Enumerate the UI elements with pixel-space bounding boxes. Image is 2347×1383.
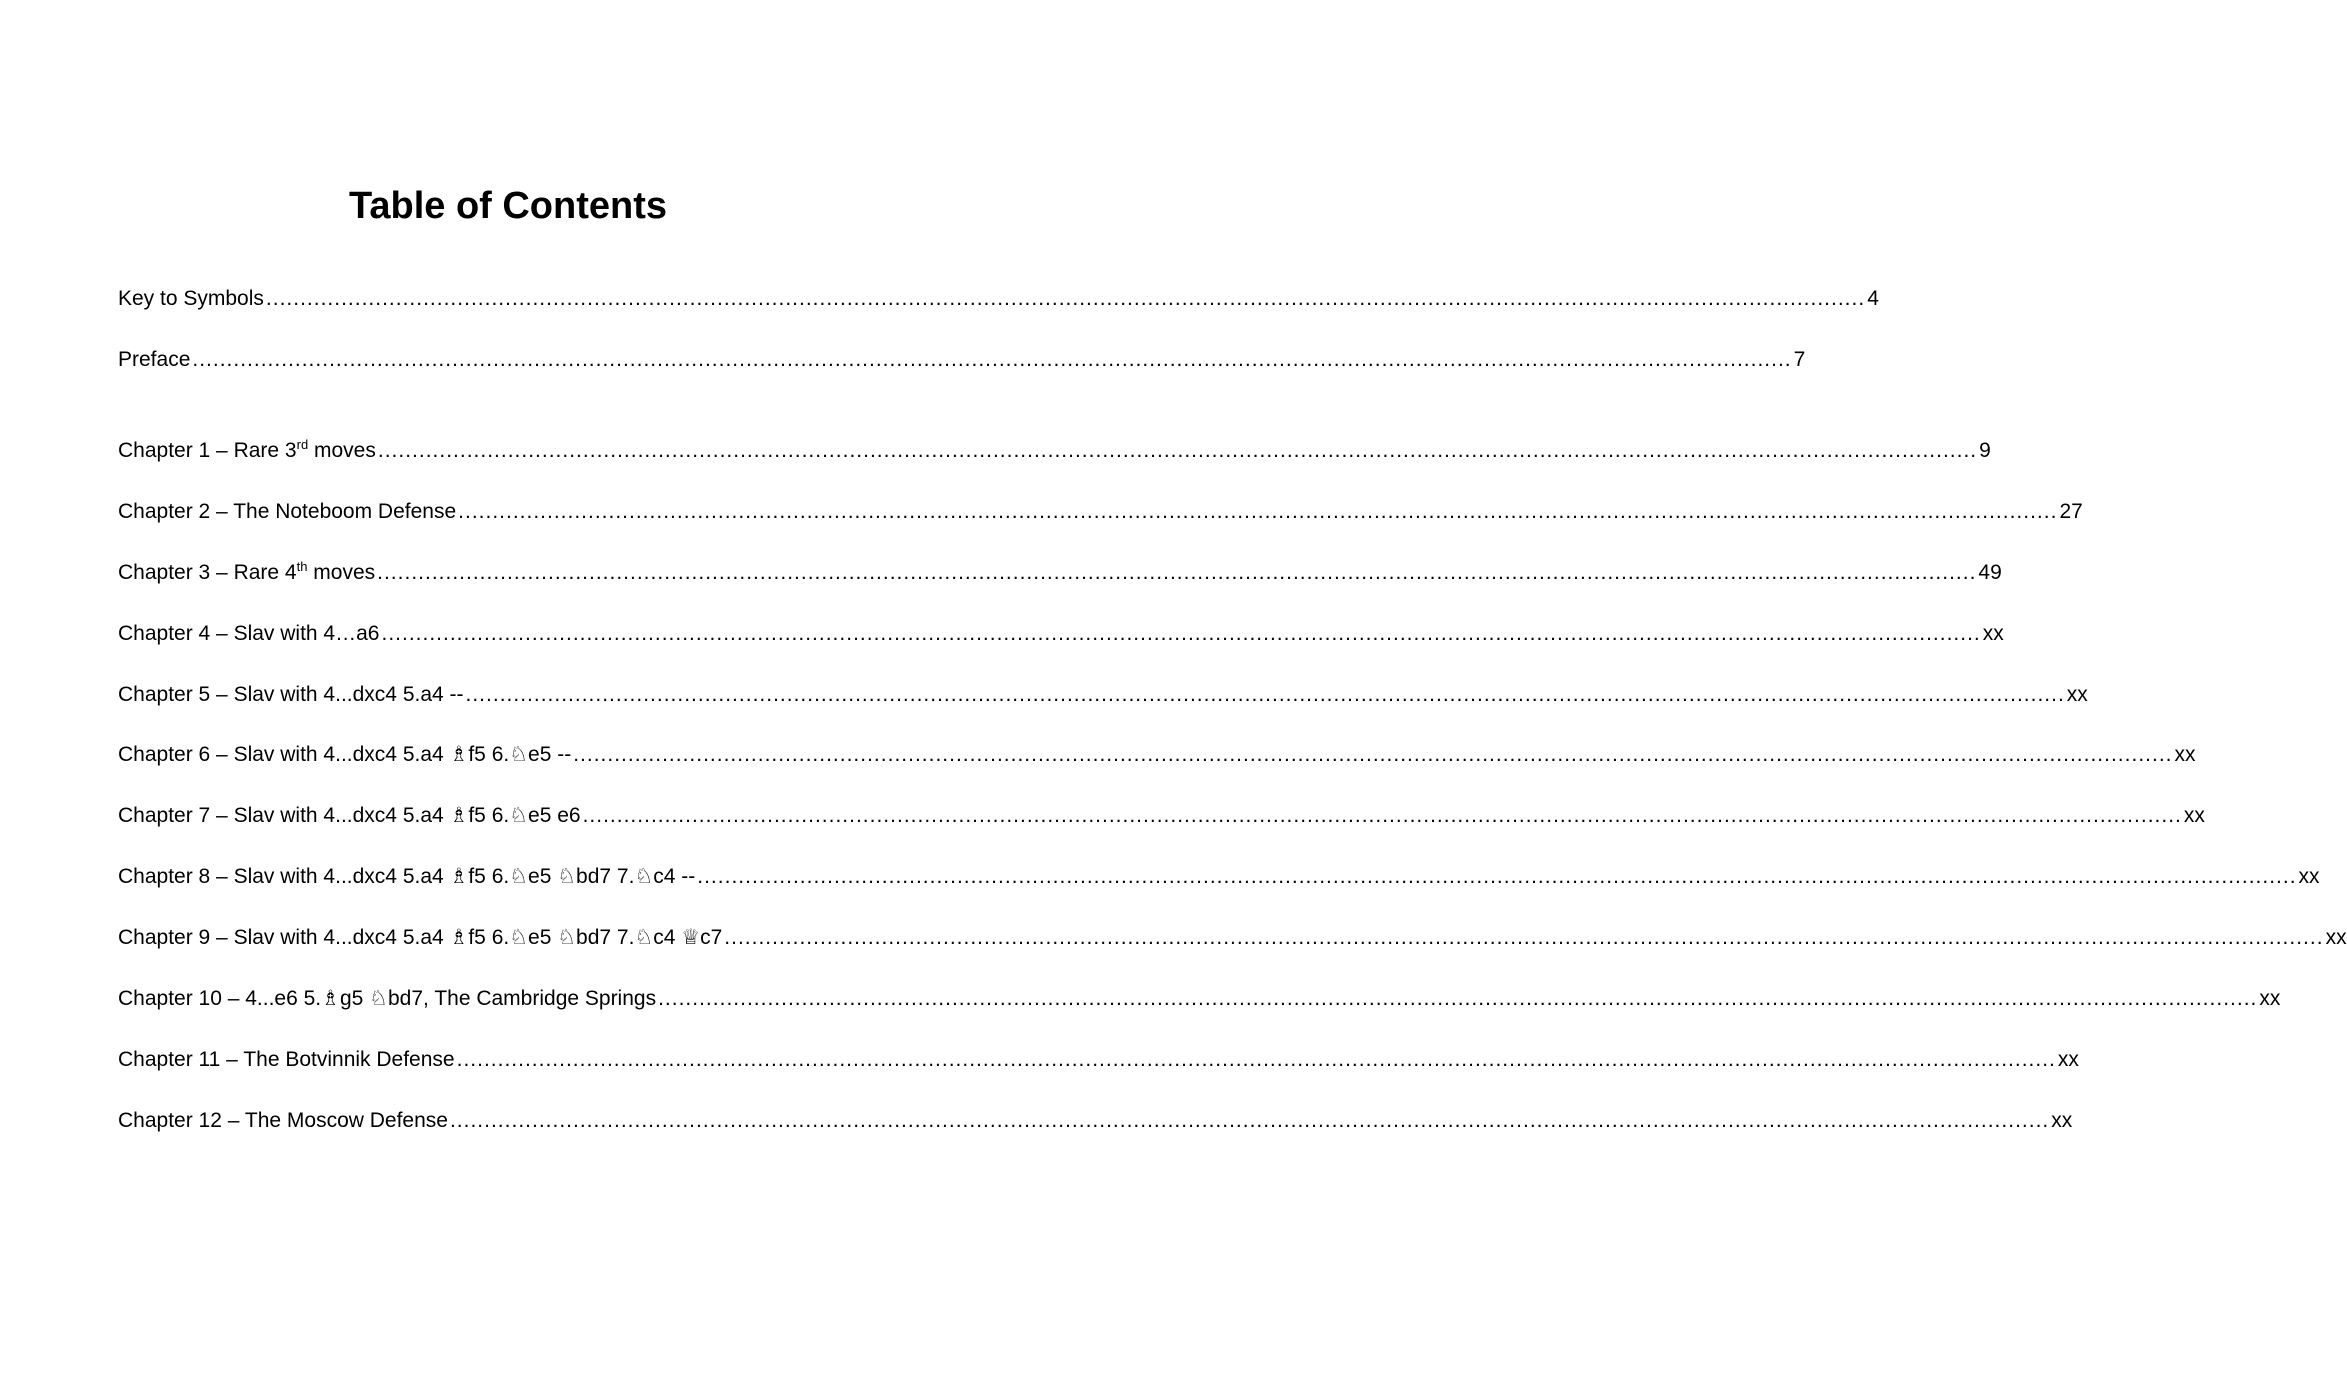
dot-leader: .......................................................................................................................................................................................................................................... — [449, 1109, 2050, 1132]
dot-leader: .......................................................................................................................................................................................................................................... — [265, 287, 1866, 310]
toc-page-number: xx — [1982, 622, 2004, 645]
toc-entry-chapter-9[interactable] — [118, 923, 2347, 953]
toc-entry-chapter-10[interactable] — [118, 984, 2281, 1014]
toc-entry-title: Chapter 10 – 4...e6 5.♗g5 ♘bd7, The Cambridge Springs — [118, 987, 657, 1010]
toc-entry-chapter-7[interactable] — [118, 801, 2205, 831]
toc-entry-title: Key to Symbols — [118, 287, 264, 310]
dot-leader: .......................................................................................................................................................................................................................................... — [456, 1048, 2056, 1071]
dot-leader: .......................................................................................................................................................................................................................................... — [658, 987, 2258, 1010]
toc-entry-title: Preface — [118, 348, 191, 371]
page-title: Table of Contents — [348, 185, 668, 227]
toc-page-number: xx — [2183, 804, 2205, 827]
toc-entry-title: Chapter 12 – The Moscow Defense — [118, 1109, 448, 1132]
toc-page-number: 27 — [2059, 500, 2083, 523]
toc-page-number: 49 — [1978, 561, 2002, 584]
dot-leader: .......................................................................................................................................................................................................................................... — [192, 348, 1792, 371]
toc-entry-chapter-6[interactable] — [118, 740, 2196, 770]
toc-page-number: 7 — [1793, 348, 1806, 371]
dot-leader: .......................................................................................................................................................................................................................................... — [573, 743, 2173, 766]
dot-leader: .......................................................................................................................................................................................................................................... — [724, 926, 2324, 949]
toc-page-number: xx — [2325, 926, 2347, 949]
toc-entry-chapter-4[interactable] — [118, 619, 2004, 649]
toc-entry-chapter-1[interactable] — [118, 436, 1991, 466]
toc-entry-title: Chapter 3 – Rare 4th moves — [118, 559, 376, 584]
dot-leader: .......................................................................................................................................................................................................................................... — [377, 561, 1977, 584]
toc-page-number: xx — [2259, 987, 2281, 1010]
dot-leader: .......................................................................................................................................................................................................................................... — [458, 500, 2058, 523]
dot-leader: .......................................................................................................................................................................................................................................... — [465, 683, 2065, 706]
dot-leader: .......................................................................................................................................................................................................................................... — [377, 439, 1978, 462]
dot-leader: .......................................................................................................................................................................................................................................... — [381, 622, 1981, 645]
toc-entry-chapter-2[interactable] — [118, 497, 2083, 527]
toc-page-number: xx — [2051, 1109, 2073, 1132]
toc-entry-title: Chapter 6 – Slav with 4...dxc4 5.a4 ♗f5 6.♘e5 -- — [118, 743, 572, 766]
toc-entry-chapter-11[interactable] — [118, 1045, 2079, 1075]
toc-page-number: 9 — [1979, 439, 1991, 462]
toc-page-number: xx — [2066, 683, 2088, 706]
toc-entry-chapter-5[interactable] — [118, 680, 2088, 710]
toc-entry-chapter-3[interactable] — [118, 558, 2002, 588]
dot-leader: .......................................................................................................................................................................................................................................... — [582, 804, 2182, 827]
toc-entry-key-to-symbols[interactable] — [118, 284, 1879, 314]
toc-entry-title: Chapter 2 – The Noteboom Defense — [118, 500, 457, 523]
toc-entry-chapter-8[interactable] — [118, 862, 2320, 892]
toc-page-number: xx — [2298, 865, 2320, 888]
toc-entry-title: Chapter 8 – Slav with 4...dxc4 5.a4 ♗f5 6.♘e5 ♘bd7 7.♘c4 -- — [118, 865, 696, 888]
toc-entry-title: Chapter 9 – Slav with 4...dxc4 5.a4 ♗f5 6.♘e5 ♘bd7 7.♘c4 ♕c7 — [118, 926, 723, 949]
toc-entry-chapter-12[interactable] — [118, 1106, 2073, 1136]
toc-entry-preface[interactable] — [118, 345, 1806, 375]
toc-entry-title: Chapter 7 – Slav with 4...dxc4 5.a4 ♗f5 6.♘e5 e6 — [118, 804, 581, 827]
toc-page-number: xx — [2057, 1048, 2079, 1071]
toc-entry-title: Chapter 1 – Rare 3rd moves — [118, 437, 376, 462]
dot-leader: .......................................................................................................................................................................................................................................... — [697, 865, 2297, 888]
toc-page-number: 4 — [1867, 287, 1879, 310]
toc-entry-title: Chapter 11 – The Botvinnik Defense — [118, 1048, 455, 1071]
toc-page-number: xx — [2174, 743, 2196, 766]
toc-entry-title: Chapter 4 – Slav with 4…a6 — [118, 622, 380, 645]
toc-entry-title: Chapter 5 – Slav with 4...dxc4 5.a4 -- — [118, 683, 464, 706]
